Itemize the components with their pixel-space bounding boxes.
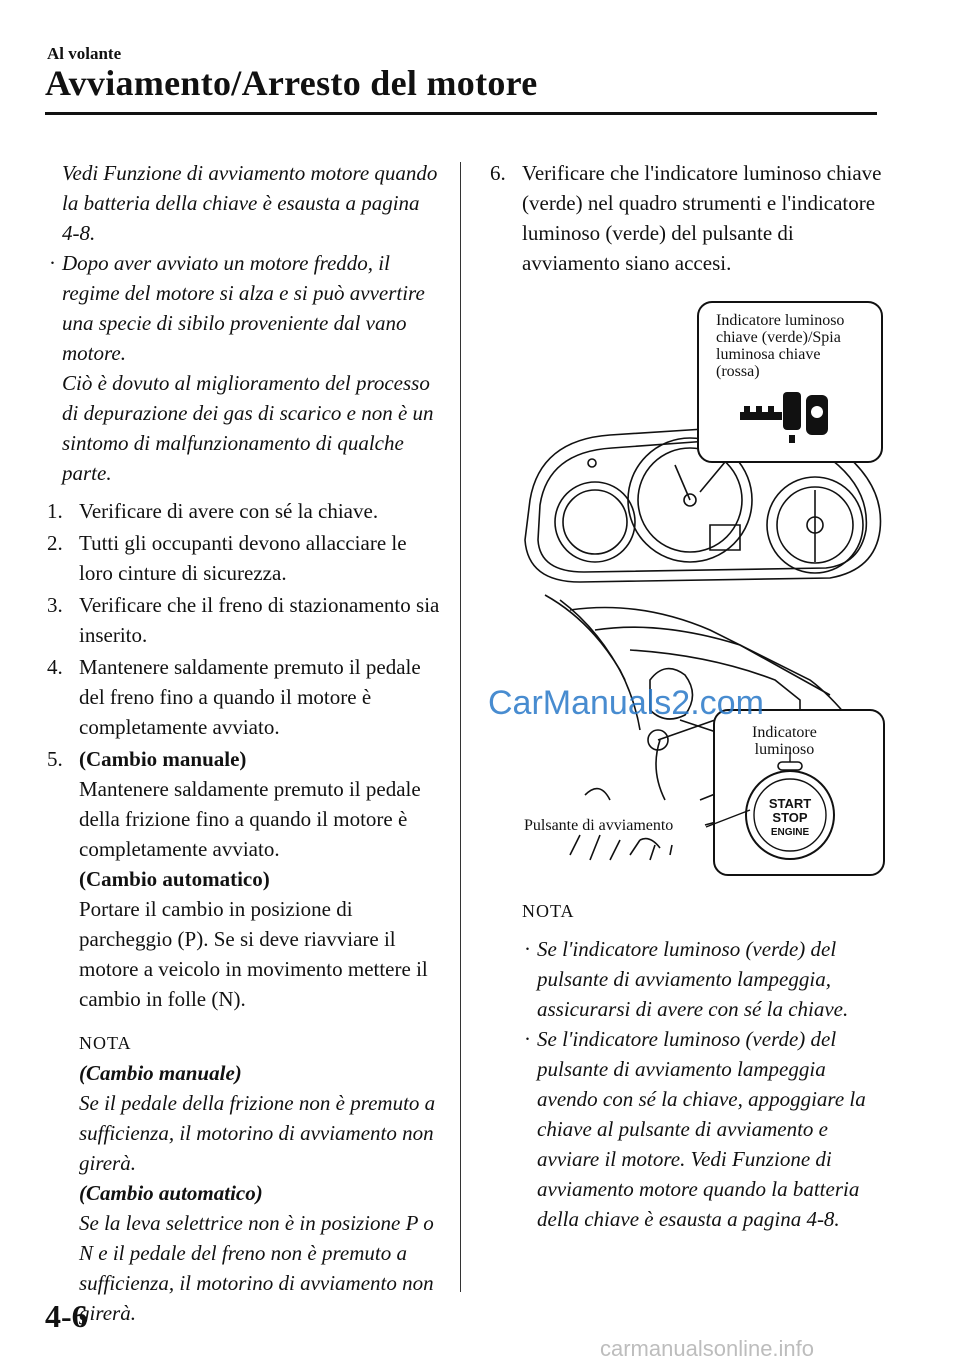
nota-manual-heading: (Cambio manuale) (79, 1061, 242, 1085)
step-number: 4. (47, 655, 63, 679)
automatic-heading: (Cambio automatico) (79, 867, 270, 891)
automatic-text: Portare il cambio in posizione di parcheggio (P). Se si deve riavviare il motore a veicolo in movimento mettere il cambio in folle (N). (79, 897, 428, 1011)
step-5 (47, 744, 442, 1014)
step-text: Verificare che l'indicatore luminoso chiave (verde) nel quadro strumenti e l'indicatore luminoso (verde) del pulsante di avviamento siano accesi. (522, 161, 882, 275)
step-4 (47, 652, 442, 742)
step-text: Mantenere saldamente premuto il pedale del freno fino a quando il motore è completamente avviato. (79, 655, 421, 739)
step-6 (490, 158, 890, 278)
illustration-drawing (500, 300, 890, 880)
nota-title: NOTA (522, 901, 575, 921)
step-3 (47, 590, 442, 650)
section-label: Al volante (47, 44, 122, 63)
nota-box-right (490, 896, 890, 1234)
callout-key-indicator: Indicatore luminoso chiave (verde)/Spia luminosa chiave (rossa) (716, 312, 845, 380)
manual-text: Mantenere saldamente premuto il pedale della frizione fino a quando il motore è completamente avviato. (79, 777, 421, 861)
nota-manual-text: Se il pedale della frizione non è premuto a sufficienza, il motorino di avviamento non girerà. (79, 1091, 436, 1175)
nota-automatic-heading: (Cambio automatico) (79, 1181, 263, 1205)
step-number: 2. (47, 531, 63, 555)
nota-automatic-text: Se la leva selettrice non è in posizione P o N e il pedale del freno non è premuto a sufficienza, il motorino di avviamento non girerà. (79, 1211, 434, 1325)
instrument-illustration (500, 300, 890, 880)
column-divider (460, 162, 461, 1292)
manual-heading: (Cambio manuale) (79, 747, 247, 771)
button-text-start: START (768, 796, 812, 811)
left-column (47, 158, 442, 1328)
step-1 (47, 496, 442, 526)
nota-bullet-1: · Se l'indicatore luminoso (verde) del pulsante di avviamento lampeggia, assicurarsi di avere con sé la chiave. (522, 934, 890, 1024)
note-bullet (47, 248, 442, 488)
step-text: Tutti gli occupanti devono allacciare le loro cinture di sicurezza. (79, 531, 407, 585)
watermark-center: CarManuals2.com (488, 684, 764, 722)
watermark-bottom: carmanualsonline.info (600, 1336, 815, 1361)
bullet-marker: · (49, 251, 56, 275)
page-number: 4-6 (45, 1298, 88, 1334)
step-number: 6. (490, 161, 506, 185)
bullet-marker: · (524, 937, 531, 961)
nota-bullet-2: · Se l'indicatore luminoso (verde) del pulsante di avviamento lampeggia avendo con sé la chiave, appoggiare la chiave al pulsante di avviamento e avviare il motore. Vedi Funzione di avviamento motore quando la batteria della chiave è esausta a pagina 4-8. (522, 1024, 890, 1234)
step-number: 5. (47, 747, 63, 771)
nota-title: NOTA (79, 1033, 132, 1053)
note-continuation: Vedi Funzione di avviamento motore quando la batteria della chiave è esausta a pagina 4-8. (62, 161, 438, 245)
step-text: Verificare che il freno di stazionamento sia inserito. (79, 593, 440, 647)
button-text-stop: STOP (772, 810, 808, 825)
step-number: 1. (47, 499, 63, 523)
bullet-paragraph-2: Ciò è dovuto al miglioramento del processo di depurazione dei gas di scarico e non è un sintomo di malfunzionamento di qualche parte. (62, 371, 434, 485)
page-title: Avviamento/Arresto del motore (45, 63, 538, 103)
callout-start-indicator: Indicatore luminoso (752, 724, 817, 758)
nota-box-left (47, 1028, 442, 1328)
step-number: 3. (47, 593, 63, 617)
bullet-marker: · (524, 1027, 531, 1051)
right-column (490, 158, 890, 280)
step-text: Verificare di avere con sé la chiave. (79, 499, 379, 523)
step-2 (47, 528, 442, 588)
bullet-paragraph-1: Dopo aver avviato un motore freddo, il regime del motore si alza e si può avvertire una specie di sibilo proveniente dal vano motore. (62, 251, 425, 365)
button-text-engine: ENGINE (770, 827, 810, 838)
callout-start-button: Pulsante di avviamento (524, 817, 674, 834)
header-rule (45, 112, 877, 115)
